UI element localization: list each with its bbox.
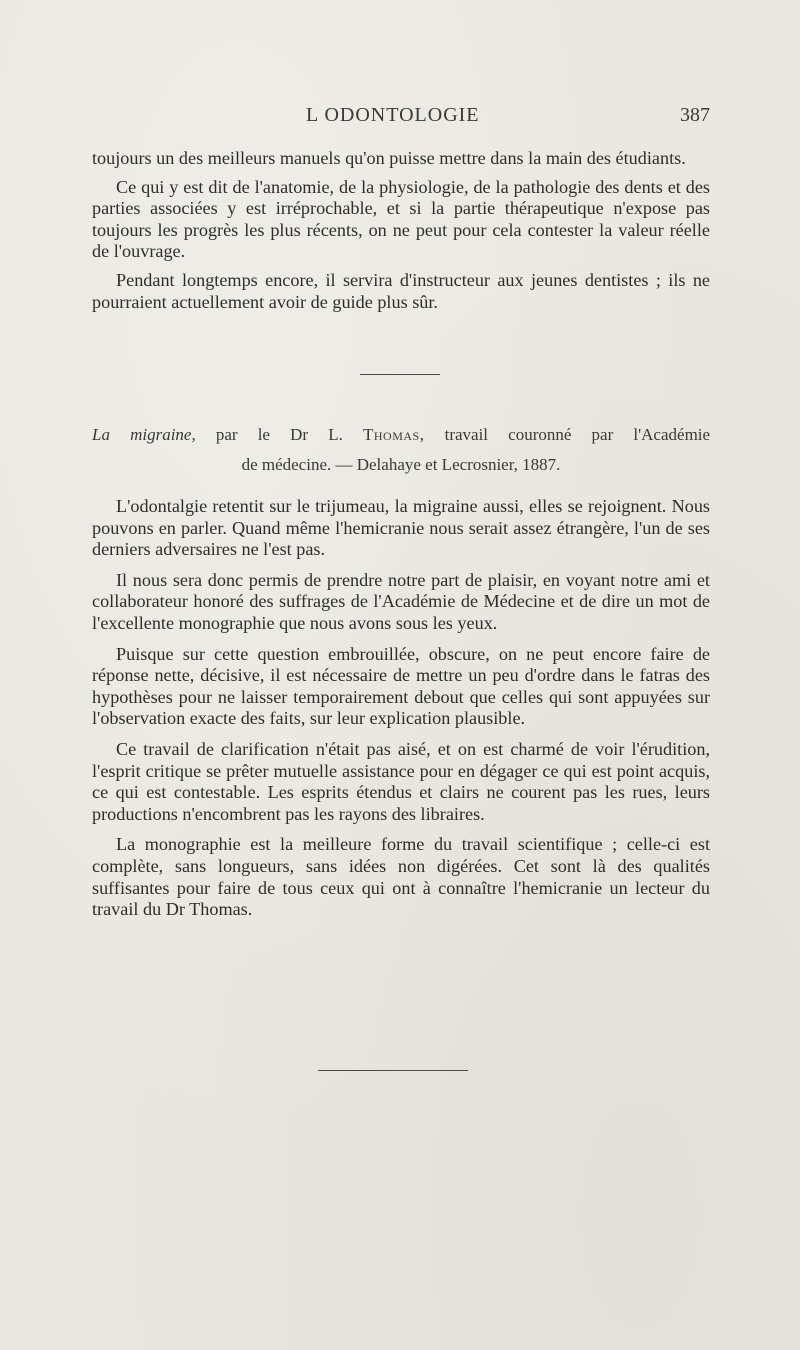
section-1-body xyxy=(92,148,710,313)
paragraph: L'odontalgie retentit sur le trijumeau, la migraine aussi, elles se rejoignent. Nous pouvons en parler. Quand même l'hemicranie nous serait assez étrangère, l'un de ses derniers adversaires ne l'est pas. xyxy=(92,496,710,560)
section-2-body xyxy=(92,496,710,921)
review-author-initial: L. xyxy=(328,425,343,444)
review-heading-line-1 xyxy=(92,420,710,450)
paragraph: Ce travail de clarification n'était pas aisé, et on est charmé de voir l'érudition, l'esprit critique se prêter mutuelle assistance pour en dégager ce qui est point acquis, ce qui est contestable. Les esprits étendus et clairs ne courent pas les rues, leurs productions n'encombrent pas les rayons des libraires. xyxy=(92,738,710,824)
page-number: 387 xyxy=(680,104,710,126)
paragraph: Pendant longtemps encore, il servira d'instructeur aux jeunes dentistes ; ils ne pourraient actuellement avoir de guide plus sûr. xyxy=(92,269,710,312)
review-author-name: Thomas, xyxy=(362,425,425,444)
paragraph: Puisque sur cette question embrouillée, obscure, on ne peut encore faire de réponse nette, décisive, il est nécessaire de mettre un peu d'ordre dans le fatras des hypothèses pour ne laisser temporairement debout que celles qui sont appuyées sur l'observation exacte des faits, sur leur explication plausible. xyxy=(92,643,710,729)
paragraph: Il nous sera donc permis de prendre notre part de plaisir, en voyant notre ami et collaborateur honoré des suffrages de l'Académie de Médecine et de dire un mot de l'excellente monographie que nous avons sous les yeux. xyxy=(92,569,710,633)
end-rule xyxy=(318,1070,468,1071)
paragraph: toujours un des meilleurs manuels qu'on puisse mettre dans la main des étudiants. xyxy=(92,148,686,168)
review-author-title: Dr xyxy=(290,425,309,444)
section-divider xyxy=(360,374,440,375)
paragraph: Ce qui y est dit de l'anatomie, de la physiologie, de la pathologie des dents et des parties associées y est irréprochable, et si la partie thérapeutique n'expose pas toujours les progrès les plus récents, on ne peut pour cela contester la valeur réelle de l'ouvrage. xyxy=(92,176,710,262)
page-header xyxy=(96,104,710,134)
review-book-title: La migraine, xyxy=(92,425,196,444)
review-award: travail couronné par l'Académie xyxy=(444,425,711,444)
review-by: par le xyxy=(215,425,270,444)
running-title: L ODONTOLOGIE xyxy=(306,104,480,126)
paragraph: La monographie est la meilleure forme du travail scientifique ; celle-ci est complète, sans longueurs, sans idées non digérées. Cet sont là des qualités suffisantes pour faire de tous ceux qui ont à connaître l'hemicranie un lecteur du travail du Dr Thomas. xyxy=(92,834,710,920)
review-heading xyxy=(92,420,710,480)
review-heading-line-2: de médecine. — Delahaye et Lecrosnier, 1887. xyxy=(241,455,561,474)
